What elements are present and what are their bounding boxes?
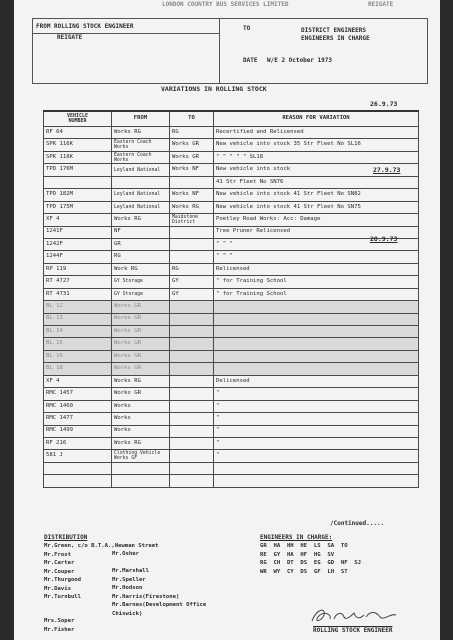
cell-vehicle: SPK 118K bbox=[44, 151, 112, 163]
distribution-item: Mr.Hodson bbox=[112, 585, 143, 591]
table-row bbox=[44, 462, 419, 474]
table-row bbox=[44, 139, 419, 151]
cell-reason: " " " bbox=[214, 238, 419, 250]
distribution-item: Mr.Marshall bbox=[112, 568, 150, 574]
engineers-heading: ENGINEERS IN CHARGE: bbox=[260, 534, 333, 541]
table-row bbox=[44, 127, 419, 139]
engineer-codes-row: GR HA HH HE LS SA TO bbox=[260, 543, 348, 549]
cell-vehicle: SPK 116K bbox=[44, 139, 112, 151]
date-label: DATE bbox=[243, 57, 258, 64]
col-vehicle-header: VEHICLE NUMBER bbox=[44, 111, 112, 127]
cell-vehicle: 1242F bbox=[44, 238, 112, 250]
cell-reason: " for Training School bbox=[214, 276, 419, 288]
cell-to bbox=[170, 475, 214, 487]
date-stamp-2: 27.9.73 bbox=[373, 166, 401, 174]
table-row bbox=[44, 475, 419, 487]
cell-vehicle: BL 14 bbox=[44, 326, 112, 338]
cell-from: Works bbox=[112, 400, 170, 412]
table-body bbox=[44, 127, 419, 488]
document-title: VARIATIONS IN ROLLING STOCK bbox=[161, 85, 267, 93]
col-reason-header: REASON FOR VARIATION bbox=[214, 111, 419, 127]
cell-to bbox=[170, 388, 214, 400]
table-row bbox=[44, 350, 419, 362]
cell-to: Works RG bbox=[170, 201, 214, 213]
cell-from: NF bbox=[112, 226, 170, 238]
cell-vehicle: BL 16 bbox=[44, 350, 112, 362]
cell-to bbox=[170, 425, 214, 437]
cell-to: RG bbox=[170, 127, 214, 139]
cell-from: RG bbox=[112, 251, 170, 263]
cell-to bbox=[170, 375, 214, 387]
cell-vehicle: RT 4727 bbox=[44, 276, 112, 288]
cell-vehicle: XF 4 bbox=[44, 375, 112, 387]
cell-reason: " for Training School bbox=[214, 288, 419, 300]
cell-vehicle: RF 64 bbox=[44, 127, 112, 139]
cell-vehicle: BL 15 bbox=[44, 338, 112, 350]
cell-vehicle: BL 18 bbox=[44, 363, 112, 375]
address-box bbox=[32, 18, 428, 84]
cell-vehicle: XF 4 bbox=[44, 214, 112, 226]
cell-vehicle: 581 J bbox=[44, 450, 112, 462]
cell-from: Eastern Coach Works bbox=[112, 151, 170, 163]
cell-from: Leyland National bbox=[112, 189, 170, 201]
cell-reason: " bbox=[214, 425, 419, 437]
cell-from: Works bbox=[112, 425, 170, 437]
distribution-item: Mrs.Soper bbox=[44, 618, 75, 624]
cell-reason: " bbox=[214, 413, 419, 425]
table-row bbox=[44, 375, 419, 387]
cell-to bbox=[170, 462, 214, 474]
cell-to bbox=[170, 437, 214, 449]
cell-to bbox=[170, 301, 214, 313]
col-from-header: FROM bbox=[112, 111, 170, 127]
table-row bbox=[44, 326, 419, 338]
cell-vehicle: RMC 1460 bbox=[44, 400, 112, 412]
cell-to bbox=[170, 326, 214, 338]
cell-vehicle: RMC 1477 bbox=[44, 413, 112, 425]
cell-reason bbox=[214, 313, 419, 325]
date-stamp-3: 28.9.73 bbox=[370, 235, 398, 243]
distribution-item bbox=[112, 560, 206, 569]
engineer-codes-row: RE GY HA HF HG SV bbox=[260, 551, 335, 558]
signature bbox=[306, 605, 416, 627]
distribution-bottom bbox=[44, 618, 74, 635]
cell-from bbox=[112, 475, 170, 487]
cell-reason: " " " " " SL18 bbox=[214, 151, 419, 163]
cell-reason: " bbox=[214, 437, 419, 449]
cell-from: Works GR bbox=[112, 338, 170, 350]
cell-vehicle: RF 216 bbox=[44, 437, 112, 449]
cell-reason bbox=[214, 475, 419, 487]
cell-vehicle: TPD 175M bbox=[44, 201, 112, 213]
cell-vehicle bbox=[44, 462, 112, 474]
engineer-codes-row: RG CH DT DS EG GD NF SJ bbox=[260, 560, 362, 566]
table-row bbox=[44, 251, 419, 263]
cell-to bbox=[170, 413, 214, 425]
distribution-item: Mr.Osher bbox=[112, 551, 139, 557]
cell-from: Clothing Vehicle Works GF bbox=[112, 450, 170, 462]
cell-reason: " bbox=[214, 450, 419, 462]
cell-from: Works GR bbox=[112, 313, 170, 325]
distribution-col2 bbox=[112, 551, 206, 619]
distribution-item: Mr.Turnbull bbox=[44, 594, 82, 600]
company-name: LONDON COUNTRY BUS SERVICES LIMITED bbox=[162, 1, 289, 8]
cell-reason: " bbox=[214, 400, 419, 412]
cell-to bbox=[170, 350, 214, 362]
cell-from bbox=[112, 176, 170, 188]
cell-reason: Recertified and Relicensed bbox=[214, 127, 419, 139]
table-row bbox=[44, 214, 419, 226]
signature-title: ROLLING STOCK ENGINEER bbox=[313, 627, 393, 634]
cell-to: Works NF bbox=[170, 164, 214, 176]
cell-to: Works GR bbox=[170, 139, 214, 151]
cell-reason: New vehicle into stock 35 Str Fleet No SL16 bbox=[214, 139, 419, 151]
cell-to bbox=[170, 313, 214, 325]
cell-to bbox=[170, 238, 214, 250]
cell-to: GY bbox=[170, 276, 214, 288]
cell-from: Works GR bbox=[112, 363, 170, 375]
variations-table bbox=[43, 110, 419, 488]
cell-from: GY Storage bbox=[112, 288, 170, 300]
distribution-item: Chiswick) bbox=[112, 610, 143, 617]
cell-vehicle: BL 13 bbox=[44, 313, 112, 325]
cell-to bbox=[170, 338, 214, 350]
distribution-item: Mr.Frost bbox=[44, 551, 71, 558]
cell-from: GY Storage bbox=[112, 276, 170, 288]
table-row bbox=[44, 388, 419, 400]
cell-from: Works RG bbox=[112, 375, 170, 387]
document-page bbox=[14, 0, 440, 640]
cell-from: Leyland National bbox=[112, 201, 170, 213]
table-row bbox=[44, 363, 419, 375]
from-location: REIGATE bbox=[57, 34, 83, 41]
cell-reason: Relicensed bbox=[214, 263, 419, 275]
table-row bbox=[44, 437, 419, 449]
cell-vehicle bbox=[44, 475, 112, 487]
cell-to: Works GR bbox=[170, 151, 214, 163]
date-stamp-1: 26.9.73 bbox=[370, 100, 398, 108]
table-row bbox=[44, 201, 419, 213]
cell-to bbox=[170, 400, 214, 412]
table-row bbox=[44, 176, 419, 188]
cell-vehicle: TPD 176M bbox=[44, 164, 112, 176]
cell-reason: " " " bbox=[214, 251, 419, 263]
cell-reason: 41 Str Fleet No SN76 bbox=[214, 176, 419, 188]
col-to-header: TO bbox=[170, 111, 214, 127]
cell-from: GR bbox=[112, 238, 170, 250]
engineers-list bbox=[260, 543, 361, 577]
cell-vehicle bbox=[44, 176, 112, 188]
cell-reason bbox=[214, 301, 419, 313]
cell-reason bbox=[214, 326, 419, 338]
to-label: TO bbox=[243, 25, 251, 32]
cell-vehicle: TPD 182M bbox=[44, 189, 112, 201]
distribution-item: Mr.Speller bbox=[112, 576, 146, 583]
cell-reason bbox=[214, 338, 419, 350]
from-label: FROM ROLLING STOCK ENGINEER bbox=[36, 23, 134, 30]
table-row bbox=[44, 238, 419, 250]
continued-note: /Continued..... bbox=[330, 520, 385, 527]
table-row bbox=[44, 338, 419, 350]
cell-reason: Delicensed bbox=[214, 375, 419, 387]
table-row bbox=[44, 276, 419, 288]
distribution-item: Mr.Carter bbox=[44, 560, 75, 566]
to-value-2: ENGINEERS IN CHARGE bbox=[301, 35, 370, 42]
cell-to bbox=[170, 363, 214, 375]
distribution-item: Mr.Harris(Firestone) bbox=[112, 593, 180, 600]
table-row bbox=[44, 226, 419, 238]
table-row bbox=[44, 263, 419, 275]
cell-from: Works GR bbox=[112, 350, 170, 362]
table-row bbox=[44, 301, 419, 313]
cell-reason: Tree Pruner Relicensed bbox=[214, 226, 419, 238]
table-row bbox=[44, 400, 419, 412]
cell-to: GY bbox=[170, 288, 214, 300]
cell-from: Eastern Coach Works bbox=[112, 139, 170, 151]
cell-vehicle: RMC 1457 bbox=[44, 388, 112, 400]
table-row bbox=[44, 189, 419, 201]
cell-to bbox=[170, 251, 214, 263]
cell-reason: New vehicle into stock bbox=[214, 164, 419, 176]
table-row bbox=[44, 450, 419, 462]
cell-to bbox=[170, 226, 214, 238]
cell-from bbox=[112, 462, 170, 474]
cell-from: Works GR bbox=[112, 388, 170, 400]
cell-vehicle: RT 4731 bbox=[44, 288, 112, 300]
cell-reason bbox=[214, 462, 419, 474]
cell-reason: Poetley Road Works: Acc: Damage bbox=[214, 214, 419, 226]
cell-reason: " bbox=[214, 388, 419, 400]
table-row bbox=[44, 313, 419, 325]
table-row bbox=[44, 413, 419, 425]
cell-reason: New vehicle into stock 41 Str Fleet No SN75 bbox=[214, 201, 419, 213]
cell-vehicle: RMC 1499 bbox=[44, 425, 112, 437]
cell-from: Works RG bbox=[112, 127, 170, 139]
cell-to: Works NF bbox=[170, 189, 214, 201]
engineer-codes-row: WR WY CY DS GF LH ST bbox=[260, 568, 348, 575]
cell-vehicle: BL 12 bbox=[44, 301, 112, 313]
cell-from: Works GR bbox=[112, 301, 170, 313]
date-value: W/E 2 October 1973 bbox=[267, 57, 333, 64]
distribution-item: Mr.Barnes(Development Office bbox=[112, 602, 207, 608]
table-row bbox=[44, 151, 419, 163]
cell-reason bbox=[214, 363, 419, 375]
to-value-1: DISTRICT ENGINEERS bbox=[301, 27, 367, 34]
table-header-row bbox=[44, 111, 419, 127]
cell-to: RG bbox=[170, 263, 214, 275]
distribution-heading: DISTRIBUTION bbox=[44, 534, 88, 541]
distribution-item: Mr.Fisher bbox=[44, 626, 75, 633]
cell-to bbox=[170, 450, 214, 462]
cell-from: Works bbox=[112, 413, 170, 425]
cell-to bbox=[170, 176, 214, 188]
garage-top: REIGATE bbox=[368, 1, 394, 8]
table-row bbox=[44, 425, 419, 437]
distribution-item: Mr.Couper bbox=[44, 568, 75, 575]
cell-from: Leyland National bbox=[112, 164, 170, 176]
distribution-item: Mr.Thurgood bbox=[44, 577, 82, 583]
table-row bbox=[44, 288, 419, 300]
cell-from: Works GR bbox=[112, 326, 170, 338]
distribution-item: Mr.Davis bbox=[44, 585, 71, 592]
cell-reason bbox=[214, 350, 419, 362]
cell-from: Works RG bbox=[112, 214, 170, 226]
cell-from: Works RG bbox=[112, 437, 170, 449]
cell-to: Maidstone District bbox=[170, 214, 214, 226]
table-row bbox=[44, 164, 419, 176]
cell-vehicle: 1241F bbox=[44, 226, 112, 238]
cell-reason: New vehicle into stock 41 Str Fleet No SN82 bbox=[214, 189, 419, 201]
cell-from: Work RG bbox=[112, 263, 170, 275]
cell-vehicle: 1244F bbox=[44, 251, 112, 263]
distribution-item: Mr.Green, c/o B.T.A.,Newman Street bbox=[44, 543, 159, 549]
cell-vehicle: RP 119 bbox=[44, 263, 112, 275]
